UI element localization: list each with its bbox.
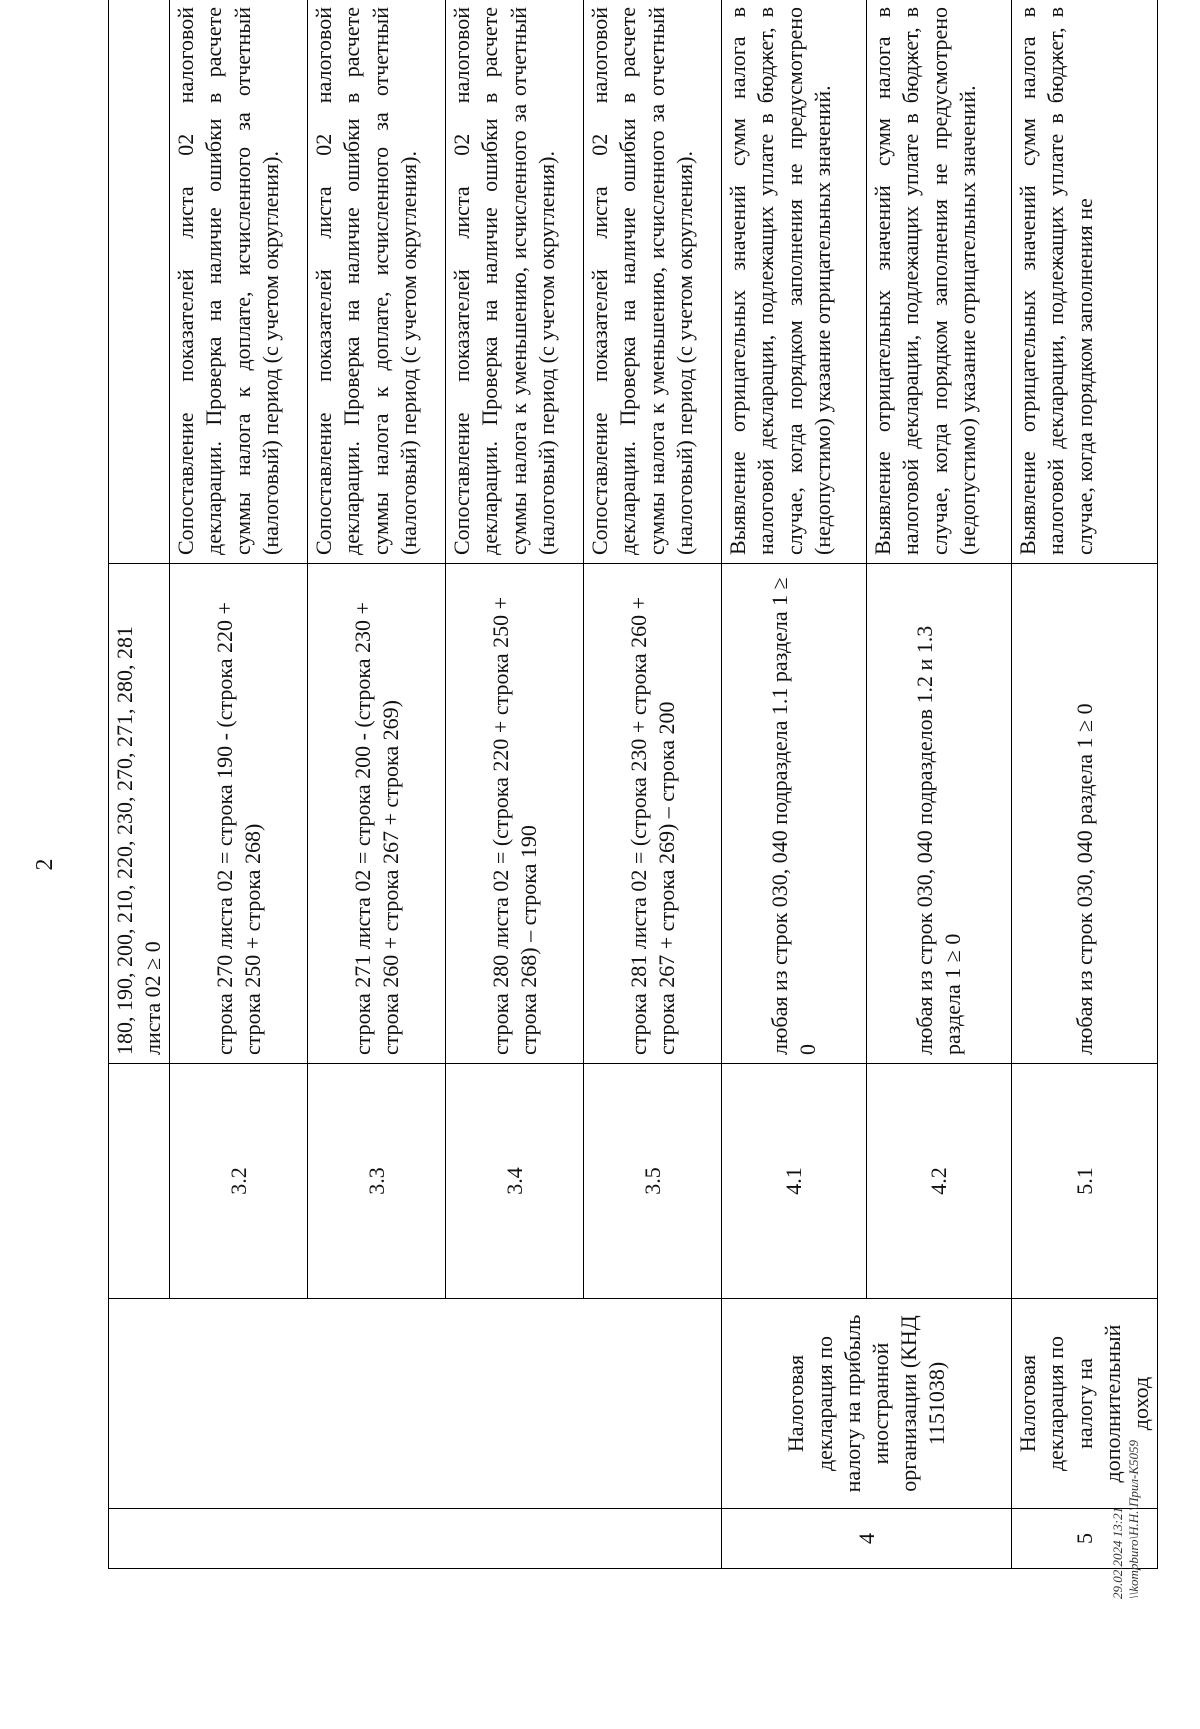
ratio-description-cell — [109, 0, 170, 564]
table-row — [109, 0, 170, 1569]
table-row — [1012, 0, 1158, 1569]
row-number-cell — [109, 1509, 722, 1569]
ratio-code-cell: 3.5 — [584, 1064, 722, 1299]
ratio-code-cell: 3.2 — [170, 1064, 308, 1299]
ratio-formula-cell: строка 270 листа 02 = строка 190 - (строка 220 + строка 250 + строка 268) — [170, 564, 308, 1064]
ratio-code-cell: 3.3 — [308, 1064, 446, 1299]
ratio-formula-cell: строка 281 листа 02 = (строка 230 + строка 260 + строка 267 + строка 269) – строка 200 — [584, 564, 722, 1064]
ratio-code-cell: 5.1 — [1012, 1064, 1158, 1299]
ratio-formula-cell: любая из строк 030, 040 подраздела 1.1 раздела 1 ≥ 0 — [722, 564, 867, 1064]
ratio-formula-cell: строка 280 листа 02 = (строка 220 + строка 250 + строка 268) – строка 190 — [446, 564, 584, 1064]
ratio-description-cell: Выявление отрицательных значений сумм налога в налоговой декларации, подлежащих уплате в бюджет, в случае, когда порядком заполнения не предусмотрено (недопустимо) указание отрицательных значений. — [722, 0, 867, 564]
row-number-cell: 4 — [722, 1509, 1012, 1569]
declaration-name-cell: Налоговая декларация по налогу на дополнительный доход — [1012, 1299, 1158, 1509]
ratio-code-cell — [109, 1064, 170, 1299]
ratio-formula-cell: любая из строк 030, 040 раздела 1 ≥ 0 — [1012, 564, 1158, 1064]
ratio-code-cell: 4.1 — [722, 1064, 867, 1299]
print-stamp-date: 29.02.2024 13:21 — [1110, 1506, 1125, 1599]
ratio-code-cell: 3.4 — [446, 1064, 584, 1299]
ratio-formula-cell: любая из строк 030, 040 подразделов 1.2 и 1.3 раздела 1 ≥ 0 — [867, 564, 1012, 1064]
ratio-description-cell: Сопоставление показателей листа 02 налоговой декларации. Проверка на наличие ошибки в расчете суммы налога к доплате, исчисленного за отчетный (налоговый) период (с учетом округления). — [308, 0, 446, 564]
ratio-description-cell: Выявление отрицательных значений сумм налога в налоговой декларации, подлежащих уплате в бюджет, в случае, когда порядком заполнения не — [1012, 0, 1158, 564]
declaration-name-cell: Налоговая декларация по налогу на прибыль иностранной организации (КНД 1151038) — [722, 1299, 1012, 1509]
print-stamp — [1110, 1440, 1141, 1599]
page-number: 2 — [32, 858, 58, 871]
control-ratios-table — [108, 0, 1158, 1569]
ratio-description-cell: Сопоставление показателей листа 02 налоговой декларации. Проверка на наличие ошибки в расчете суммы налога к уменьшению, исчисленного за отчетный (налоговый) период (с учетом округления). — [584, 0, 722, 564]
ratio-description-cell: Выявление отрицательных значений сумм налога в налоговой декларации, подлежащих уплате в бюджет, в случае, когда порядком заполнения не предусмотрено (недопустимо) указание отрицательных значений. — [867, 0, 1012, 564]
row-number-cell: 5 — [1012, 1509, 1158, 1569]
ratio-description-cell: Сопоставление показателей листа 02 налоговой декларации. Проверка на наличие ошибки в расчете суммы налога к уменьшению, исчисленного за отчетный (налоговый) период (с учетом округления). — [446, 0, 584, 564]
ratio-code-cell: 4.2 — [867, 1064, 1012, 1299]
declaration-name-cell — [109, 1299, 722, 1509]
ratio-formula-cell: строка 271 листа 02 = строка 200 - (строка 230 + строка 260 + строка 267 + строка 269) — [308, 564, 446, 1064]
ratio-description-cell: Сопоставление показателей листа 02 налоговой декларации. Проверка на наличие ошибки в расчете суммы налога к доплате, исчисленного за отчетный (налоговый) период (с учетом округления). — [170, 0, 308, 564]
print-stamp-path: \\kompburo\Н.Н.\Прил-К5059 — [1125, 1440, 1141, 1599]
ratio-formula-cell: 180, 190, 200, 210, 220, 230, 270, 271, 280, 281 листа 02 ≥ 0 — [109, 564, 170, 1064]
table-row — [722, 0, 867, 1569]
